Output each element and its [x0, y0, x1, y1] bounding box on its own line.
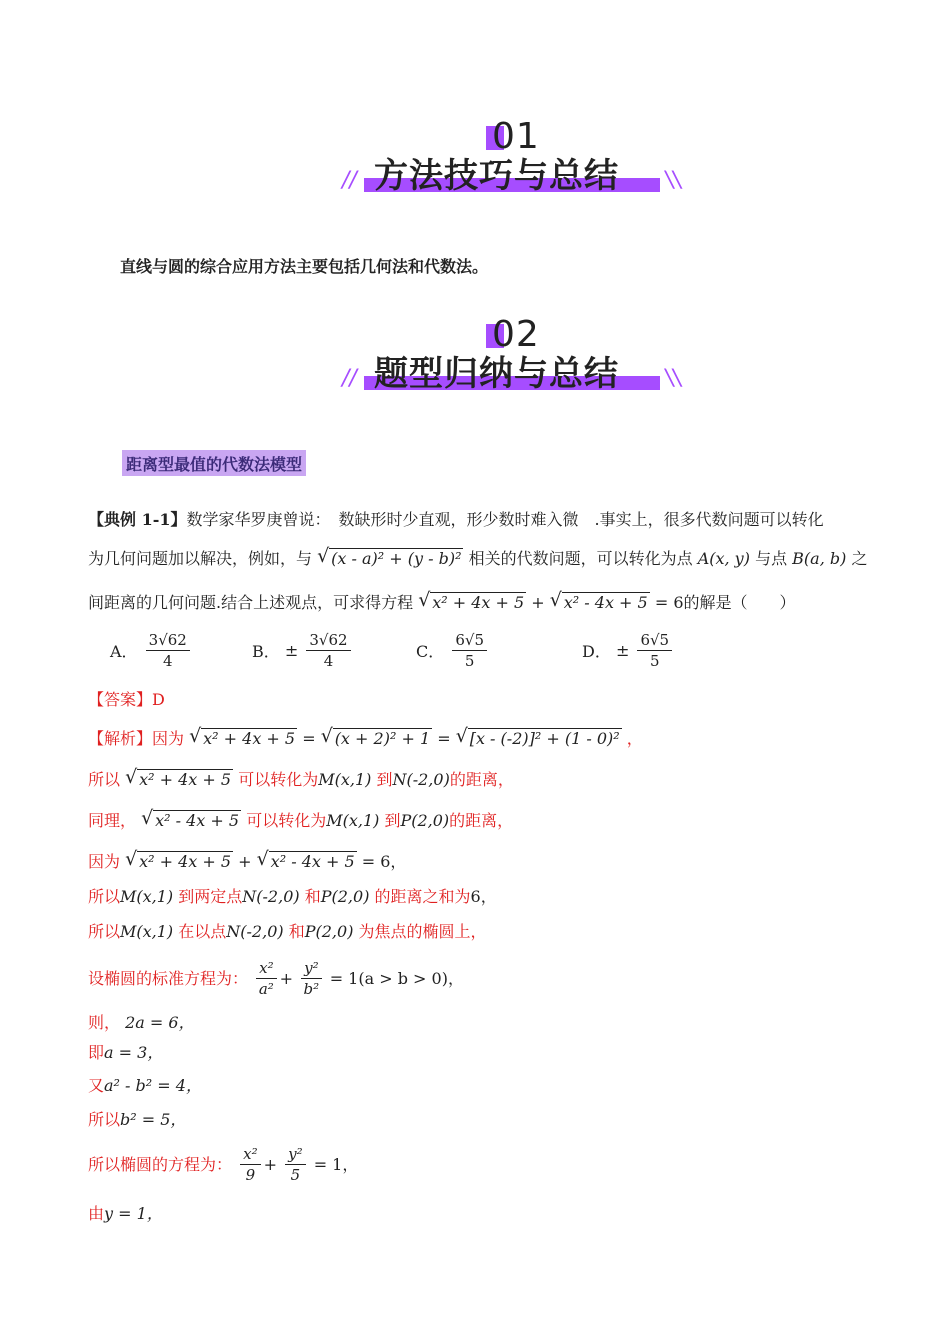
denominator: 4 — [162, 652, 173, 671]
option-sign: ± — [284, 641, 299, 661]
equation: a = 3， — [104, 1043, 164, 1062]
option-fraction — [306, 630, 350, 672]
solution-line-9 — [88, 1043, 163, 1062]
equation: 2a = 6， — [125, 1013, 195, 1032]
problem-line-2 — [88, 548, 867, 568]
point-p: P(2,0) — [400, 811, 450, 830]
option-fraction — [637, 630, 672, 672]
numerator: 3√62 — [306, 630, 350, 651]
solution-line-8 — [88, 1013, 195, 1032]
solution-text: 设椭圆的标准方程为： — [88, 969, 249, 989]
solution-line-3 — [88, 810, 513, 830]
radicand: (x - a)² + (y - b)² — [331, 549, 462, 568]
numerator: x² — [256, 958, 276, 979]
solution-text: 和 — [304, 887, 321, 906]
answer-options — [110, 630, 810, 680]
left-slash-decoration: // — [342, 168, 357, 193]
answer-value: D — [152, 690, 165, 709]
option-label: B． — [252, 642, 280, 662]
solution-text: 所以 — [88, 1110, 121, 1129]
problem-text: 相关的代数问题，可以转化为点 — [468, 549, 693, 568]
numerator: 6√5 — [452, 630, 487, 651]
solution-line-5 — [88, 887, 497, 906]
denominator: 4 — [323, 652, 334, 671]
denominator: 5 — [290, 1166, 301, 1185]
radicand: x² + 4x + 5 — [432, 593, 525, 612]
point-m: M(x,1) — [318, 770, 372, 789]
option-fraction — [452, 630, 487, 672]
sqrt-expression — [259, 851, 357, 871]
solution-text: = 6， — [361, 852, 407, 871]
problem-text: 与点 — [755, 549, 788, 568]
solution-text: 到 — [376, 770, 393, 789]
sqrt-expression — [127, 851, 233, 871]
numerator: y² — [285, 1144, 306, 1165]
right-slash-decoration: // — [666, 168, 681, 193]
solution-line-4: 因为 √ x² + 4x + 5 + √ x² - 4x + 5 = 6， — [88, 851, 406, 871]
solution-line-12: 所以椭圆的方程为： $\frac{\text{x²}}{9}$ + $\frac{\text{y²}}{5}$ = 1， — [88, 1145, 359, 1185]
banner-number: 01 — [492, 116, 540, 157]
denominator: 5 — [464, 652, 475, 671]
solution-text: 到 — [384, 811, 401, 830]
option-sign: ± — [615, 641, 630, 661]
solution-line-13 — [88, 1204, 163, 1223]
sqrt-expression — [323, 728, 432, 748]
solution-line-6 — [88, 922, 487, 941]
solution-text: 的距离， — [449, 770, 514, 789]
solution-line-11 — [88, 1110, 186, 1129]
solution-text: 同理， — [88, 811, 137, 830]
denominator: a² — [258, 980, 274, 999]
equation: b² = 5， — [120, 1110, 187, 1129]
section-banner-02 — [0, 316, 950, 406]
sqrt-expression — [420, 592, 526, 612]
radicand: x² + 4x + 5 — [139, 770, 232, 789]
point-m: M(x,1) — [120, 887, 174, 906]
point-a: A(x, y) — [697, 549, 750, 568]
left-slash-decoration: // — [342, 366, 357, 391]
problem-text: 为几何问题加以解决，例如，与 — [88, 549, 313, 568]
solution-line-7: 设椭圆的标准方程为： $\frac{\text{x²}}{\text{a²}}$ + $\frac{\text{y²}}{\text{b²}}$ = 1(a > b > 0)， — [88, 959, 464, 999]
solution-text: 和 — [288, 922, 305, 941]
option-label: A． — [110, 642, 138, 662]
option-c — [416, 630, 490, 672]
solution-text: 因为 — [152, 729, 185, 748]
problem-text: 间距离的几何问题.结合上述观点，可求得方程 — [88, 593, 414, 612]
point-m: M(x,1) — [120, 922, 174, 941]
solution-text: 可以转化为 — [238, 770, 319, 789]
option-a — [110, 630, 193, 672]
banner-title: 方法技巧与总结 — [374, 156, 619, 196]
radicand: x² - 4x + 5 — [563, 593, 648, 612]
solution-line-2 — [88, 769, 514, 789]
point-n: N(-2,0) — [392, 770, 450, 789]
solution-text: 的距离， — [449, 811, 514, 830]
ellipse-y-term — [285, 1144, 306, 1186]
option-label: C． — [416, 642, 445, 662]
problem-text: 数学家华罗庚曾说： 数缺形时少直观，形少数时难入微 .事实上，很多代数问题可以转化 — [186, 510, 824, 529]
point-n: N(-2,0) — [226, 922, 284, 941]
problem-line-1 — [88, 510, 824, 529]
sqrt-expression — [319, 548, 463, 568]
sqrt-expression — [127, 769, 233, 789]
solution-text: 6， — [470, 887, 497, 906]
solution-line-1: 【解析】因为 √ x² + 4x + 5 = √ (x + 2)² + 1 = √ [x - (-2)]² + (1 - 0)² ， — [88, 728, 643, 748]
solution-text: 所以 — [88, 922, 121, 941]
numerator: 3√62 — [146, 630, 190, 651]
radicand: x² - 4x + 5 — [270, 852, 355, 871]
denominator: 9 — [245, 1166, 256, 1185]
option-b — [252, 630, 354, 672]
problem-line-3: 间距离的几何问题.结合上述观点，可求得方程 √ x² + 4x + 5 + √ x² - 4x + 5 = 6的解是（ ） — [88, 592, 796, 612]
equation: a² - b² = 4， — [104, 1076, 202, 1095]
section-tag: 距离型最值的代数法模型 — [122, 450, 306, 476]
solution-text: 所以椭圆的方程为： — [88, 1155, 233, 1175]
section-banner-01 — [0, 118, 950, 208]
equation: y = 1， — [104, 1204, 163, 1223]
sqrt-expression — [143, 810, 241, 830]
problem-label: 【典例 1-1】 — [88, 510, 187, 529]
solution-text: 为焦点的椭圆上， — [358, 922, 487, 941]
answer-label: 【答案】 — [88, 690, 153, 709]
sqrt-expression — [552, 592, 650, 612]
solution-text: 又 — [88, 1076, 105, 1095]
option-d — [582, 630, 675, 672]
numerator: y² — [301, 958, 322, 979]
radicand: x² + 4x + 5 — [203, 729, 296, 748]
radicand: x² - 4x + 5 — [155, 811, 240, 830]
problem-text: = 6的解是（ ） — [654, 593, 796, 612]
solution-text: 由 — [88, 1204, 105, 1223]
solution-line-10 — [88, 1076, 202, 1095]
point-b: B(a, b) — [792, 549, 847, 568]
solution-text: 在以点 — [178, 922, 227, 941]
numerator: 6√5 — [637, 630, 672, 651]
numerator: x² — [240, 1144, 260, 1165]
point-m: M(x,1) — [326, 811, 380, 830]
solution-text: 到两定点 — [178, 887, 243, 906]
answer-line — [88, 690, 165, 709]
solution-text: 所以 — [88, 887, 121, 906]
solution-text: 的距离之和为 — [374, 887, 471, 906]
radicand: x² + 4x + 5 — [139, 852, 232, 871]
denominator: 5 — [649, 652, 660, 671]
ellipse-x-term — [256, 958, 276, 1000]
solution-text: = 1， — [313, 1155, 359, 1175]
solution-text: 所以 — [88, 770, 121, 789]
point-p: P(2,0) — [320, 887, 370, 906]
banner-number: 02 — [492, 314, 540, 355]
point-p: P(2,0) — [304, 922, 354, 941]
intro-text: 直线与圆的综合应用方法主要包括几何法和代数法。 — [120, 257, 489, 276]
solution-text: 即 — [88, 1043, 105, 1062]
solution-label: 【解析】 — [88, 729, 153, 748]
radicand: (x + 2)² + 1 — [334, 729, 431, 748]
ellipse-y-term — [301, 958, 322, 1000]
option-fraction — [146, 630, 190, 672]
solution-text: 则， — [88, 1013, 121, 1032]
solution-text: 因为 — [88, 852, 121, 871]
sqrt-expression — [458, 728, 622, 748]
solution-text: 可以转化为 — [246, 811, 327, 830]
denominator: b² — [303, 980, 320, 999]
point-n: N(-2,0) — [242, 887, 300, 906]
solution-text: = 1(a > b > 0)， — [329, 969, 464, 989]
banner-title: 题型归纳与总结 — [374, 354, 619, 394]
right-slash-decoration: // — [666, 366, 681, 391]
option-label: D． — [582, 642, 611, 662]
radicand: [x - (-2)]² + (1 - 0)² — [469, 729, 620, 748]
ellipse-x-term — [240, 1144, 260, 1186]
sqrt-expression — [191, 728, 297, 748]
problem-text: 之 — [851, 549, 868, 568]
